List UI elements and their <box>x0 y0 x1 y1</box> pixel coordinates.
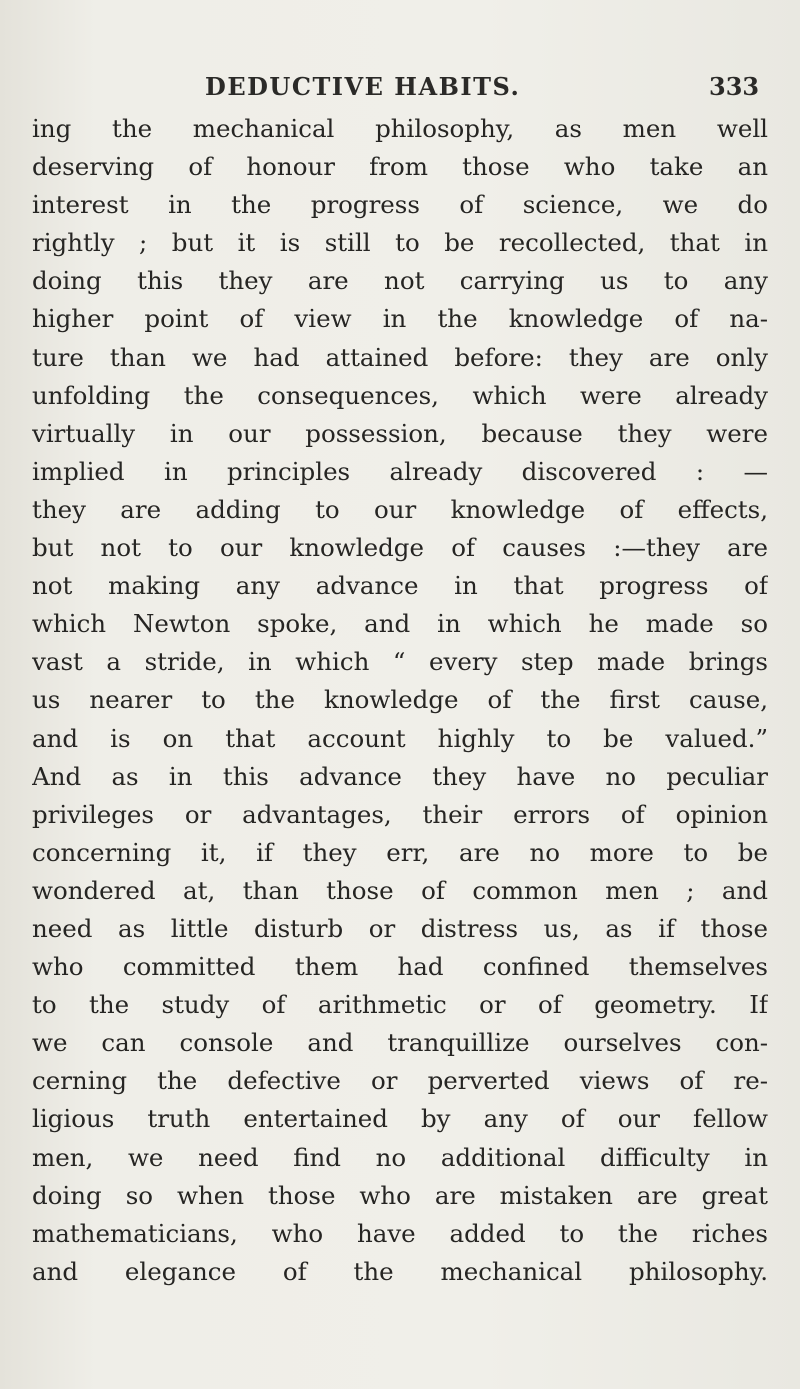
text-line: not making any advance in that progress of <box>32 571 768 601</box>
text-line: men, we need find no additional difficulty in <box>32 1142 768 1172</box>
running-head: DEDUCTIVE HABITS. <box>205 72 521 101</box>
body-text <box>32 110 768 1291</box>
text-line: rightly ; but it is still to be recollected, that in <box>32 228 768 258</box>
text-line: us nearer to the knowledge of the first cause, <box>32 685 768 715</box>
text-line: which Newton spoke, and in which he made so <box>32 609 768 639</box>
text-line: privileges or advantages, their errors of opinion <box>32 799 768 829</box>
text-line: mathematicians, who have added to the riches <box>32 1218 768 1248</box>
text-line: implied in principles already discovered : — <box>32 456 768 486</box>
text-line: vast a stride, in which “ every step made brings <box>32 647 768 677</box>
text-line: we can console and tranquillize ourselves con- <box>32 1028 768 1058</box>
text-line: unfolding the consequences, which were already <box>32 380 768 410</box>
text-line: but not to our knowledge of causes :—they are <box>32 533 768 563</box>
text-line: they are adding to our knowledge of effects, <box>32 494 768 524</box>
text-line: cerning the defective or perverted views of re- <box>32 1066 768 1096</box>
text-line: who committed them had confined themselves <box>32 952 768 982</box>
text-line: ligious truth entertained by any of our fellow <box>32 1104 768 1134</box>
text-line: And as in this advance they have no peculiar <box>32 761 768 791</box>
text-line: higher point of view in the knowledge of na- <box>32 304 768 334</box>
text-line: concerning it, if they err, are no more to be <box>32 837 768 867</box>
text-line: ing the mechanical philosophy, as men well <box>32 114 768 143</box>
text-line: to the study of arithmetic or of geometry. If <box>32 990 768 1020</box>
text-line: deserving of honour from those who take an <box>32 152 768 182</box>
text-line: need as little disturb or distress us, as if those <box>32 913 768 943</box>
text-line: wondered at, than those of common men ; and <box>32 875 768 905</box>
text-line: interest in the progress of science, we do <box>32 190 768 220</box>
text-line: and elegance of the mechanical philosophy. <box>32 1256 768 1286</box>
page-number: 333 <box>709 72 760 101</box>
text-line: virtually in our possession, because they were <box>32 418 768 448</box>
page-header <box>0 72 800 112</box>
text-line: doing so when those who are mistaken are great <box>32 1180 768 1210</box>
text-line: doing this they are not carrying us to any <box>32 266 768 296</box>
text-line: and is on that account highly to be valued.” <box>32 723 768 753</box>
text-line: ture than we had attained before: they are only <box>32 342 768 372</box>
